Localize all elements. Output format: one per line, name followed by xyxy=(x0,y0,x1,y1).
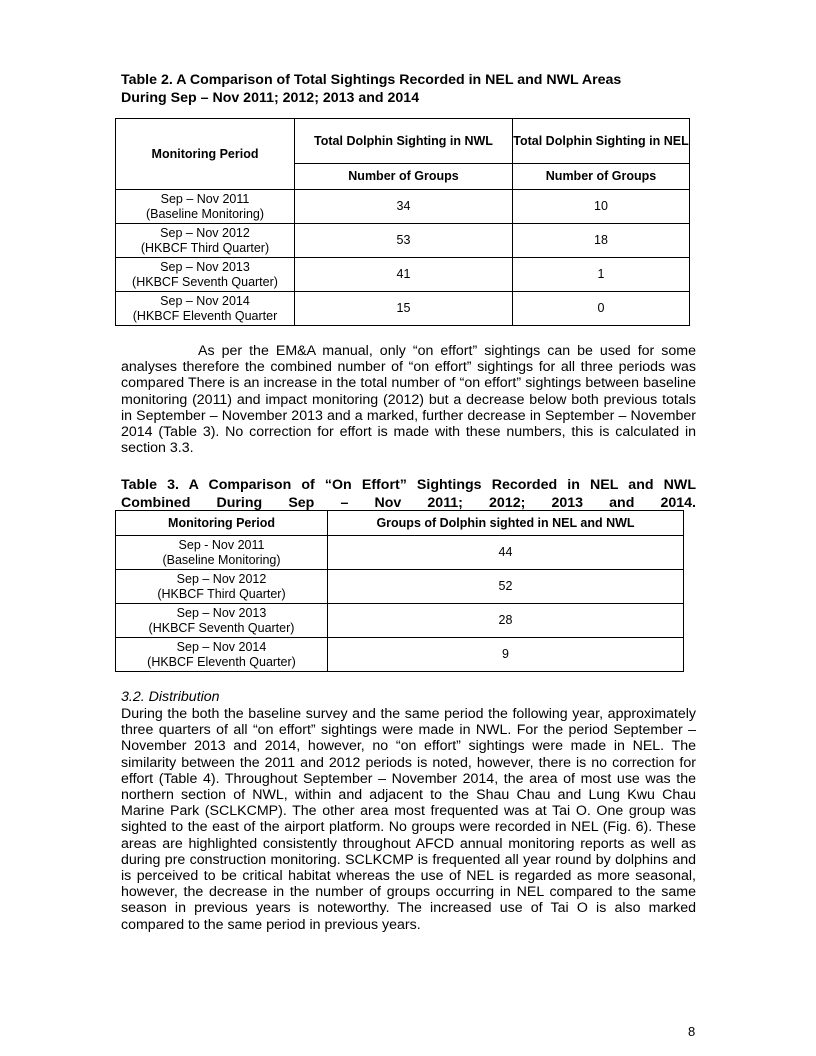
table3-header-groups: Groups of Dolphin sighted in NEL and NWL xyxy=(328,511,684,536)
section-heading: 3.2. Distribution xyxy=(121,689,220,705)
table-row xyxy=(116,258,690,292)
nwl-groups-cell: 53 xyxy=(295,224,513,258)
period-line1: Sep – Nov 2014 xyxy=(160,293,250,308)
period-line2: (HKBCF Seventh Quarter) xyxy=(132,274,278,289)
table-row xyxy=(116,292,690,326)
period-cell xyxy=(116,604,328,638)
period-line1: Sep – Nov 2011 xyxy=(160,191,250,206)
period-cell xyxy=(116,292,295,326)
table-row xyxy=(116,604,684,638)
nwl-groups-cell: 41 xyxy=(295,258,513,292)
table2-subheader-nwl: Number of Groups xyxy=(295,164,513,190)
groups-cell: 9 xyxy=(328,638,684,672)
period-line1: Sep – Nov 2013 xyxy=(176,605,267,620)
table2-header-nwl: Total Dolphin Sighting in NWL xyxy=(295,119,513,164)
page-number: 8 xyxy=(688,1024,696,1039)
period-line2: (Baseline Monitoring) xyxy=(145,206,265,221)
period-line2: (HKBCF Third Quarter) xyxy=(140,240,270,255)
period-cell xyxy=(116,190,295,224)
table3-caption xyxy=(121,476,696,512)
paragraph-on-effort xyxy=(121,343,696,456)
table2-header-nel: Total Dolphin Sighting in NEL xyxy=(513,119,690,164)
table3-header-period: Monitoring Period xyxy=(116,511,328,536)
groups-cell: 28 xyxy=(328,604,684,638)
period-line2: (Baseline Monitoring) xyxy=(162,552,281,567)
period-cell xyxy=(116,224,295,258)
period-line1: Sep - Nov 2011 xyxy=(178,537,265,552)
table3-on-effort-sightings xyxy=(115,510,684,672)
paragraph-text: As per the EM&A manual, only “on effort” sightings can be used for some analyses therefore the combined number of “on effort” sightings for all three periods was compared There is an increase in the total number of “on effort” sightings between baseline monitoring (2011) and impact monitoring (2012) but a decrease below both previous totals in September – November 2013 and a marked, further decrease in September – November 2014 (Table 3). No correction for effort is made with these numbers, this is calculated in section 3.3. xyxy=(121,343,696,457)
table2-header-period: Monitoring Period xyxy=(116,119,295,190)
period-line2: (HKBCF Third Quarter) xyxy=(157,586,286,601)
nwl-groups-cell: 15 xyxy=(295,292,513,326)
table-row xyxy=(116,570,684,604)
table2-caption-line1: Table 2. A Comparison of Total Sightings Recorded in NEL and NWL Areas xyxy=(121,72,622,88)
nel-groups-cell: 18 xyxy=(513,224,690,258)
table2-caption xyxy=(121,71,696,107)
period-cell xyxy=(116,638,328,672)
groups-cell: 44 xyxy=(328,536,684,570)
paragraph-distribution xyxy=(121,706,696,933)
nel-groups-cell: 1 xyxy=(513,258,690,292)
nel-groups-cell: 0 xyxy=(513,292,690,326)
table2-sightings-nel-nwl xyxy=(115,118,690,326)
period-line2: (HKBCF Eleventh Quarter xyxy=(132,308,278,323)
table2-subheader-nel: Number of Groups xyxy=(513,164,690,190)
period-line1: Sep – Nov 2012 xyxy=(160,225,250,240)
period-line1: Sep – Nov 2013 xyxy=(160,259,250,274)
table-row xyxy=(116,536,684,570)
period-line1: Sep – Nov 2012 xyxy=(176,571,267,586)
table-row xyxy=(116,638,684,672)
nwl-groups-cell: 34 xyxy=(295,190,513,224)
period-cell xyxy=(116,258,295,292)
groups-cell: 52 xyxy=(328,570,684,604)
table2-caption-line2: During Sep – Nov 2011; 2012; 2013 and 2014 xyxy=(121,90,420,106)
nel-groups-cell: 10 xyxy=(513,190,690,224)
table3-caption-line1: Table 3. A Comparison of “On Effort” Sightings Recorded in NEL and NWL xyxy=(121,477,696,493)
paragraph-text: During the both the baseline survey and the same period the following year, approximately three quarters of all “on effort” sightings were made in NWL. For the period September – November 2013 and 2014, however, no “on effort” sightings were made in NEL. The similarity between the 2011 and 2012 periods is noted, however, there is no correction for effort (Table 4). Throughout September – November 2014, the area of most use was the northern section of NWL, within and adjacent to the Shau Chau and Lung Kwu Chau Marine Park (SCLKCMP). The other area most frequented was at Tai O. One group was sighted to the east of the airport platform. No groups were recorded in NEL (Fig. 6). These areas are highlighted consistently throughout AFCD annual monitoring reports as well as during pre construction monitoring. SCLKCMP is frequented all year round by dolphins and is perceived to be critical habitat whereas the use of NEL is regarded as more seasonal, however, the decrease in the number of groups occurring in NEL compared to the same season in previous years is noteworthy. The increased use of Tai O is also marked compared to the same period in previous years. xyxy=(121,706,696,933)
period-cell xyxy=(116,570,328,604)
table-row xyxy=(116,224,690,258)
table-row xyxy=(116,190,690,224)
table3-caption-line2: Combined During Sep – Nov 2011; 2012; 2013 and 2014. xyxy=(121,495,696,511)
period-line1: Sep – Nov 2014 xyxy=(176,639,267,654)
period-cell xyxy=(116,536,328,570)
period-line2: (HKBCF Seventh Quarter) xyxy=(148,620,295,635)
period-line2: (HKBCF Eleventh Quarter) xyxy=(147,654,296,669)
